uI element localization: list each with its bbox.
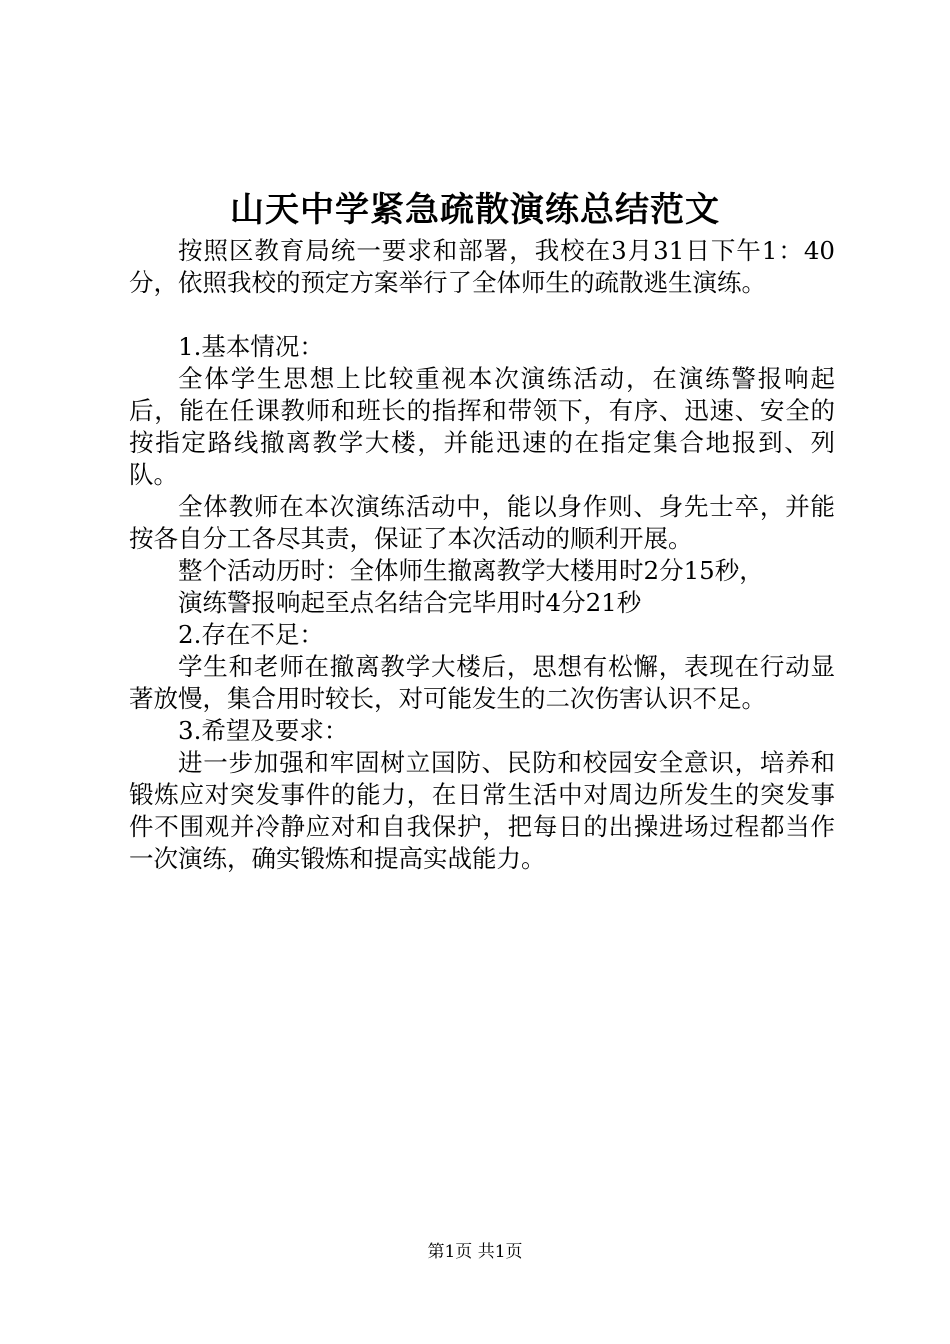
document-title: 山天中学紧急疏散演练总结范文	[230, 190, 720, 230]
paragraph-duration: 整个活动历时：全体师生撤离教学大楼用时2分15秒，	[178, 556, 764, 585]
paragraph-teachers: 全体教师在本次演练活动中，能以身作则、身先士卒，并能按各自分工各尽其责，保证了本次活动的顺利开展。	[129, 492, 835, 553]
section-heading-shortcomings: 2.存在不足：	[178, 620, 324, 649]
paragraph-expectations: 进一步加强和牢固树立国防、民防和校园安全意识，培养和锻炼应对突发事件的能力，在日常生活中对周边所发生的突发事件不围观并冷静应对和自我保护，把每日的出操进场过程都当作一次演练，确实锻炼和提高实战能力。	[129, 748, 835, 873]
section-heading-basic: 1.基本情况：	[178, 332, 324, 361]
page-footer: 第1页 共1页	[427, 1242, 523, 1262]
section-heading-expectations: 3.希望及要求：	[178, 716, 349, 745]
paragraph-shortcomings: 学生和老师在撤离教学大楼后，思想有松懈，表现在行动显著放慢，集合用时较长，对可能发生的二次伤害认识不足。	[129, 652, 835, 713]
paragraph-alarm-time: 演练警报响起至点名结合完毕用时4分21秒	[178, 588, 642, 617]
document-body	[129, 235, 835, 875]
paragraph-students: 全体学生思想上比较重视本次演练活动，在演练警报响起后，能在任课教师和班长的指挥和带领下，有序、迅速、安全的按指定路线撤离教学大楼，并能迅速的在指定集合地报到、列队。	[129, 364, 835, 489]
intro-paragraph: 按照区教育局统一要求和部署，我校在3月31日下午1：40分，依照我校的预定方案举行了全体师生的疏散逃生演练。	[129, 236, 835, 297]
